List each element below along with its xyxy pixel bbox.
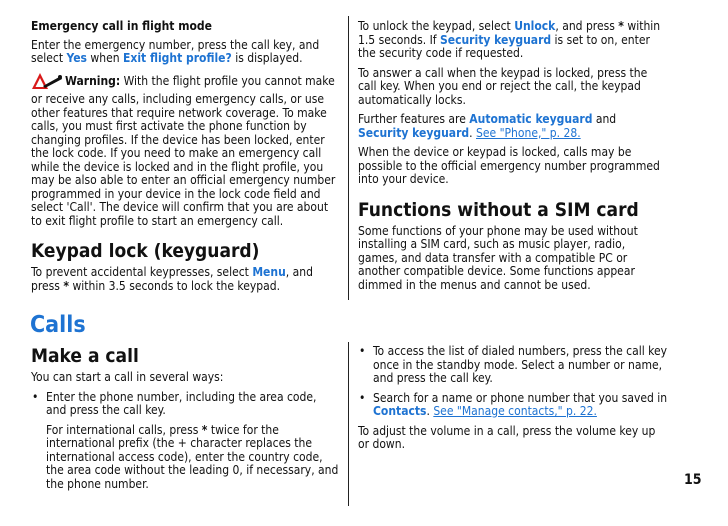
unlock-option: Unlock	[514, 19, 556, 33]
text-run: , and press	[555, 19, 619, 33]
call-methods-list	[31, 391, 340, 492]
list-item-text	[373, 392, 668, 419]
text-run: Enter the emergency number, press the call key, and select	[31, 37, 320, 65]
keypad-heading: Keypad lock (keyguard)	[31, 240, 260, 262]
text-run: is set to on, enter the security code if requested.	[358, 32, 650, 60]
security-keyguard-option: Security keyguard	[439, 32, 552, 47]
emergency-heading: Emergency call in flight mode	[31, 19, 212, 33]
bullet: •	[359, 390, 366, 405]
locked-paragraph: When the device or keypad is locked, calls may be possible to the official emergency number programmed into your device.	[358, 145, 660, 186]
warning-paragraph	[31, 72, 340, 229]
right-column-top	[358, 20, 668, 298]
keypad-paragraph	[31, 266, 340, 293]
security-keyguard-option: Security keyguard	[358, 125, 470, 140]
sim-heading: Functions without a SIM card	[358, 198, 639, 221]
warning-text: With the flight profile you cannot make or receive any calls, including emergency calls, or use other features that require network coverage. To make calls, you must first activate the phone function by changing profiles. If the device has been locked, enter the lock code. If you need to make an emergency call while the device is locked and in the flight profile, you may be also able to enter an official emergency number programmed in your device in the lock code field and select 'Call'. The device will confirm that you are about to exit flight profile to start an emergency call.	[31, 73, 336, 228]
star-key: *	[201, 422, 208, 437]
text-run: within 3.5 seconds to lock the keypad.	[69, 278, 281, 293]
star-key: *	[63, 278, 70, 293]
page-number: 15	[684, 472, 702, 488]
left-column-bottom	[31, 345, 340, 497]
text-run: twice for the international prefix (the + character replaces the international access code), enter the country code, the area code without the leading 0, if necessary, and the phone number.	[46, 422, 339, 491]
text-run: To unlock the keypad, select	[358, 19, 515, 33]
text-run: .	[469, 125, 476, 140]
warning-label: Warning:	[65, 73, 121, 88]
list-item-subtext	[46, 424, 340, 492]
calls-heading: Calls	[30, 312, 86, 338]
call-methods-list-continued	[358, 345, 668, 419]
text-run: For international calls, press	[46, 422, 202, 437]
text-run: when	[86, 51, 124, 65]
unlock-paragraph	[358, 20, 668, 61]
text-run: and	[592, 112, 617, 126]
text-run: within 1.5 seconds. If	[358, 19, 661, 47]
text-run: .	[426, 404, 434, 418]
answer-paragraph: To answer a call when the keypad is locked, press the call key. When you end or reject the call, the keypad automatically locks.	[358, 65, 648, 107]
automatic-keyguard-option: Automatic keyguard	[469, 112, 593, 126]
yes-option: Yes	[66, 51, 87, 65]
manage-contacts-link[interactable]: See "Manage contacts," p. 22.	[433, 404, 597, 418]
emergency-paragraph	[31, 39, 340, 66]
bullet: •	[359, 344, 366, 358]
column-divider-bottom	[348, 342, 349, 506]
menu-option: Menu	[252, 265, 286, 279]
make-call-heading: Make a call	[31, 345, 139, 367]
left-column-top	[31, 20, 340, 299]
list-item	[358, 345, 668, 386]
list-item	[31, 391, 340, 492]
text-run: is displayed.	[231, 51, 303, 65]
phone-page-link[interactable]: See "Phone," p. 28.	[476, 125, 581, 140]
volume-paragraph: To adjust the volume in a call, press the volume key up or down.	[358, 423, 656, 451]
sim-paragraph: Some functions of your phone may be used without installing a SIM card, such as music player, radio, games, and data transfer with a compatible PC or another compatible device. Some functions appear dimmed in the menus and cannot be used.	[358, 223, 638, 292]
text-run: To prevent accidental keypresses, select	[31, 265, 253, 279]
exit-flight-option: Exit flight profile?	[123, 51, 232, 65]
warning-triangle-icon	[31, 72, 63, 94]
contacts-option: Contacts	[373, 404, 427, 418]
star-key: *	[618, 19, 624, 33]
text-run: Further features are	[358, 112, 470, 126]
list-item	[358, 392, 668, 419]
text-run: Search for a name or phone number that you saved in	[373, 390, 668, 405]
list-item-text: To access the list of dialed numbers, press the call key once in the standby mode. Select a number or name, and press the call key.	[373, 344, 667, 385]
text-run: , and press	[31, 265, 313, 293]
column-divider-top	[348, 16, 349, 300]
right-column-bottom	[358, 345, 668, 458]
further-paragraph	[358, 113, 668, 140]
bullet: •	[32, 389, 39, 404]
intro-paragraph: You can start a call in several ways:	[31, 370, 224, 384]
list-item-text: Enter the phone number, including the area code, and press the call key.	[46, 389, 317, 417]
